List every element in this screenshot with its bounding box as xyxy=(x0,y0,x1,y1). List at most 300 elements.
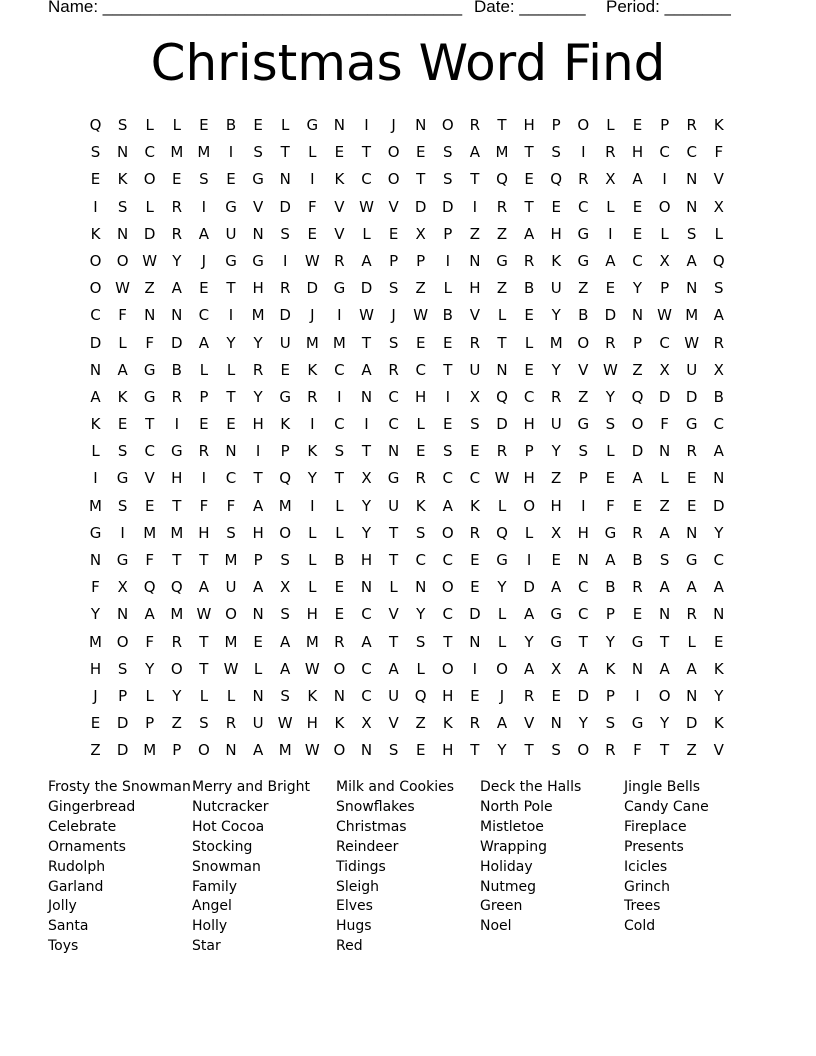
grid-letter[interactable]: Y xyxy=(578,714,588,733)
grid-letter[interactable]: K xyxy=(442,714,453,733)
grid-letter[interactable]: T xyxy=(334,469,344,488)
grid-letter[interactable]: Q xyxy=(496,523,508,542)
grid-letter[interactable]: G xyxy=(116,551,129,569)
grid-letter[interactable]: W xyxy=(304,659,320,678)
grid-letter[interactable]: N xyxy=(415,116,427,134)
grid-letter[interactable]: L xyxy=(335,523,344,542)
grid-letter[interactable]: V xyxy=(523,714,535,733)
grid-letter[interactable]: S xyxy=(280,551,290,569)
grid-letter[interactable]: I xyxy=(445,387,451,406)
grid-letter[interactable]: L xyxy=(145,197,154,216)
grid-letter[interactable]: C xyxy=(361,170,372,189)
grid-letter[interactable]: I xyxy=(337,387,342,406)
grid-letter[interactable]: M xyxy=(224,632,238,651)
grid-letter[interactable]: T xyxy=(524,741,534,760)
grid-letter[interactable]: O xyxy=(658,197,671,216)
grid-letter[interactable]: P xyxy=(524,442,534,461)
grid-letter[interactable]: Y xyxy=(605,632,615,651)
grid-letter[interactable]: L xyxy=(714,224,723,243)
grid-letter[interactable]: G xyxy=(631,632,644,651)
grid-letter[interactable]: R xyxy=(469,116,481,134)
grid-letter[interactable]: E xyxy=(253,632,263,651)
grid-letter[interactable]: C xyxy=(632,251,643,270)
grid-letter[interactable]: O xyxy=(279,523,292,542)
grid-letter[interactable]: E xyxy=(605,469,616,488)
grid-letter[interactable]: H xyxy=(252,523,264,542)
grid-letter[interactable]: M xyxy=(305,333,319,352)
grid-letter[interactable]: P xyxy=(416,251,426,270)
grid-letter[interactable]: S xyxy=(605,415,616,434)
grid-letter[interactable]: B xyxy=(713,387,724,406)
grid-letter[interactable]: S xyxy=(117,496,128,515)
grid-letter[interactable]: T xyxy=(416,170,426,189)
grid-letter[interactable]: J xyxy=(310,306,315,325)
grid-letter[interactable]: L xyxy=(145,686,154,705)
grid-letter[interactable]: Z xyxy=(469,224,481,243)
grid-letter[interactable]: I xyxy=(364,415,369,434)
grid-letter[interactable]: P xyxy=(118,686,128,705)
grid-letter[interactable]: E xyxy=(551,551,561,569)
grid-letter[interactable]: L xyxy=(497,605,507,624)
grid-letter[interactable]: N xyxy=(144,306,156,325)
grid-letter[interactable]: B xyxy=(605,578,616,597)
grid-letter[interactable]: N xyxy=(658,605,671,624)
grid-letter[interactable]: E xyxy=(253,116,263,134)
grid-letter[interactable]: D xyxy=(306,279,319,298)
grid-letter[interactable]: T xyxy=(253,469,263,488)
grid-letter[interactable]: L xyxy=(389,578,398,597)
grid-letter[interactable]: G xyxy=(685,415,698,434)
grid-letter[interactable]: W xyxy=(304,741,320,760)
grid-letter[interactable]: T xyxy=(199,551,209,569)
grid-letter[interactable]: I xyxy=(282,251,288,270)
grid-letter[interactable]: O xyxy=(89,251,102,270)
grid-letter[interactable]: R xyxy=(388,360,399,379)
grid-letter[interactable]: R xyxy=(578,170,589,189)
grid-letter[interactable]: L xyxy=(308,143,317,162)
grid-letter[interactable]: E xyxy=(524,170,534,189)
grid-letter[interactable]: Y xyxy=(361,523,372,542)
grid-letter[interactable]: C xyxy=(334,360,345,379)
grid-letter[interactable]: N xyxy=(686,523,698,542)
grid-letter[interactable]: R xyxy=(252,360,264,379)
grid-letter[interactable]: G xyxy=(116,469,129,488)
grid-letter[interactable]: G xyxy=(496,551,508,569)
grid-letter[interactable]: E xyxy=(415,143,426,162)
grid-letter[interactable]: T xyxy=(443,360,453,379)
grid-letter[interactable]: W xyxy=(277,714,293,733)
grid-letter[interactable]: A xyxy=(523,605,535,624)
grid-letter[interactable]: I xyxy=(93,469,98,488)
grid-letter[interactable]: S xyxy=(686,224,697,243)
grid-letter[interactable]: L xyxy=(226,360,236,379)
grid-letter[interactable]: X xyxy=(415,224,426,243)
grid-letter[interactable]: Q xyxy=(496,387,508,406)
grid-letter[interactable]: E xyxy=(334,605,345,624)
grid-letter[interactable]: I xyxy=(662,170,667,189)
grid-letter[interactable]: R xyxy=(307,387,318,406)
grid-letter[interactable]: S xyxy=(226,523,236,542)
grid-letter[interactable]: L xyxy=(199,686,209,705)
grid-letter[interactable]: M xyxy=(170,143,184,162)
grid-letter[interactable]: K xyxy=(117,387,128,406)
grid-letter[interactable]: U xyxy=(225,224,237,243)
grid-letter[interactable]: O xyxy=(496,659,508,678)
grid-letter[interactable]: S xyxy=(551,143,561,162)
grid-letter[interactable]: C xyxy=(415,551,426,569)
grid-letter[interactable]: T xyxy=(660,632,670,651)
grid-letter[interactable]: L xyxy=(606,442,615,461)
grid-letter[interactable]: J xyxy=(499,686,505,705)
grid-letter[interactable]: V xyxy=(334,197,345,216)
grid-letter[interactable]: M xyxy=(278,741,292,760)
grid-letter[interactable]: O xyxy=(333,659,346,678)
grid-letter[interactable]: T xyxy=(497,333,507,352)
grid-letter[interactable]: I xyxy=(364,116,369,134)
grid-letter[interactable]: D xyxy=(171,333,183,352)
grid-letter[interactable]: G xyxy=(685,551,698,569)
grid-letter[interactable]: E xyxy=(632,197,643,216)
grid-letter[interactable]: W xyxy=(657,306,673,325)
grid-letter[interactable]: L xyxy=(172,116,181,134)
grid-letter[interactable]: H xyxy=(577,523,589,542)
grid-letter[interactable]: D xyxy=(631,442,644,461)
name-field[interactable]: Name: ______________________________________ xyxy=(48,0,463,16)
grid-letter[interactable]: A xyxy=(659,659,670,678)
grid-letter[interactable]: R xyxy=(198,442,210,461)
grid-letter[interactable]: S xyxy=(551,741,561,760)
grid-letter[interactable]: R xyxy=(279,279,291,298)
grid-letter[interactable]: Y xyxy=(226,333,236,352)
grid-letter[interactable]: E xyxy=(415,442,426,461)
grid-letter[interactable]: P xyxy=(199,387,209,406)
grid-letter[interactable]: A xyxy=(523,224,535,243)
grid-letter[interactable]: O xyxy=(387,170,400,189)
grid-letter[interactable]: H xyxy=(442,686,454,705)
grid-letter[interactable]: D xyxy=(496,415,508,434)
grid-letter[interactable]: J xyxy=(391,116,396,134)
grid-letter[interactable]: C xyxy=(225,469,237,488)
grid-letter[interactable]: H xyxy=(306,714,318,733)
grid-letter[interactable]: W xyxy=(413,306,429,325)
grid-letter[interactable]: K xyxy=(713,659,724,678)
grid-letter[interactable]: O xyxy=(441,523,454,542)
grid-letter[interactable]: E xyxy=(686,469,697,488)
grid-letter[interactable]: V xyxy=(578,360,589,379)
grid-letter[interactable]: V xyxy=(469,306,481,325)
grid-letter[interactable]: G xyxy=(306,116,319,134)
grid-letter[interactable]: D xyxy=(116,714,129,733)
grid-letter[interactable]: E xyxy=(632,605,643,624)
grid-letter[interactable]: R xyxy=(171,224,183,243)
grid-letter[interactable]: O xyxy=(225,605,237,624)
grid-letter[interactable]: C xyxy=(144,442,155,461)
grid-letter[interactable]: C xyxy=(90,306,101,325)
grid-letter[interactable]: S xyxy=(199,170,209,189)
grid-letter[interactable]: I xyxy=(472,197,478,216)
grid-letter[interactable]: B xyxy=(171,360,182,379)
grid-letter[interactable]: E xyxy=(470,578,480,597)
grid-letter[interactable]: N xyxy=(631,659,644,678)
grid-letter[interactable]: E xyxy=(226,415,236,434)
grid-letter[interactable]: U xyxy=(686,360,698,379)
grid-letter[interactable]: A xyxy=(713,442,724,461)
grid-letter[interactable]: S xyxy=(470,415,480,434)
grid-letter[interactable]: E xyxy=(90,714,101,733)
grid-letter[interactable]: C xyxy=(361,686,372,705)
grid-letter[interactable]: P xyxy=(280,442,290,461)
grid-letter[interactable]: L xyxy=(308,551,317,569)
grid-letter[interactable]: R xyxy=(523,686,535,705)
grid-letter[interactable]: Z xyxy=(415,279,426,298)
grid-letter[interactable]: C xyxy=(713,551,725,569)
grid-letter[interactable]: A xyxy=(469,143,481,162)
grid-letter[interactable]: C xyxy=(442,605,454,624)
grid-letter[interactable]: V xyxy=(388,605,399,624)
grid-letter[interactable]: G xyxy=(252,251,264,270)
grid-letter[interactable]: K xyxy=(334,170,345,189)
grid-letter[interactable]: E xyxy=(199,116,209,134)
grid-letter[interactable]: Y xyxy=(714,523,724,542)
grid-letter[interactable]: Z xyxy=(90,741,101,760)
grid-letter[interactable]: E xyxy=(415,741,426,760)
grid-letter[interactable]: D xyxy=(577,686,590,705)
grid-letter[interactable]: H xyxy=(415,387,427,406)
grid-letter[interactable]: S xyxy=(253,143,263,162)
grid-letter[interactable]: E xyxy=(334,578,345,597)
grid-letter[interactable]: R xyxy=(225,714,237,733)
grid-letter[interactable]: I xyxy=(337,306,342,325)
grid-letter[interactable]: H xyxy=(631,143,644,162)
grid-letter[interactable]: T xyxy=(199,632,209,651)
grid-letter[interactable]: W xyxy=(494,469,510,488)
grid-letter[interactable]: R xyxy=(469,714,481,733)
grid-letter[interactable]: O xyxy=(523,496,535,515)
grid-letter[interactable]: S xyxy=(117,659,128,678)
grid-letter[interactable]: E xyxy=(524,306,534,325)
grid-letter[interactable]: T xyxy=(660,741,670,760)
grid-letter[interactable]: A xyxy=(523,659,535,678)
grid-letter[interactable]: H xyxy=(306,605,318,624)
grid-letter[interactable]: T xyxy=(145,415,155,434)
grid-letter[interactable]: D xyxy=(360,279,373,298)
grid-letter[interactable]: R xyxy=(523,251,535,270)
grid-letter[interactable]: H xyxy=(550,496,562,515)
grid-letter[interactable]: T xyxy=(443,632,453,651)
grid-letter[interactable]: X xyxy=(713,360,724,379)
grid-letter[interactable]: R xyxy=(686,605,697,624)
grid-letter[interactable]: N xyxy=(89,551,102,569)
grid-letter[interactable]: N xyxy=(279,170,291,189)
grid-letter[interactable]: Z xyxy=(171,714,182,733)
grid-letter[interactable]: V xyxy=(388,197,399,216)
grid-letter[interactable]: F xyxy=(145,333,154,352)
grid-letter[interactable]: G xyxy=(577,251,590,270)
grid-letter[interactable]: L xyxy=(497,496,507,515)
grid-letter[interactable]: L xyxy=(281,116,290,134)
grid-letter[interactable]: T xyxy=(389,523,399,542)
grid-letter[interactable]: S xyxy=(280,605,290,624)
grid-letter[interactable]: L xyxy=(308,523,317,542)
grid-letter[interactable]: D xyxy=(469,605,481,624)
grid-letter[interactable]: W xyxy=(684,333,700,352)
grid-letter[interactable]: G xyxy=(577,224,590,243)
grid-letter[interactable]: W xyxy=(196,605,212,624)
grid-letter[interactable]: X xyxy=(659,251,670,270)
grid-letter[interactable]: I xyxy=(310,496,315,515)
grid-letter[interactable]: E xyxy=(334,143,345,162)
grid-letter[interactable]: N xyxy=(89,360,102,379)
grid-letter[interactable]: Z xyxy=(659,496,670,515)
grid-letter[interactable]: E xyxy=(307,224,318,243)
grid-letter[interactable]: Y xyxy=(172,251,182,270)
grid-letter[interactable]: C xyxy=(388,387,399,406)
grid-letter[interactable]: A xyxy=(632,170,643,189)
grid-letter[interactable]: F xyxy=(145,551,154,569)
grid-letter[interactable]: D xyxy=(685,714,698,733)
grid-letter[interactable]: A xyxy=(280,632,291,651)
grid-letter[interactable]: O xyxy=(441,578,454,597)
grid-letter[interactable]: N xyxy=(469,632,481,651)
grid-letter[interactable]: R xyxy=(469,333,481,352)
grid-letter[interactable]: F xyxy=(91,578,100,597)
grid-letter[interactable]: O xyxy=(577,333,590,352)
grid-letter[interactable]: N xyxy=(116,143,129,162)
grid-letter[interactable]: L xyxy=(416,659,425,678)
grid-letter[interactable]: V xyxy=(252,197,264,216)
grid-letter[interactable]: R xyxy=(469,523,481,542)
grid-letter[interactable]: L xyxy=(308,578,317,597)
grid-letter[interactable]: A xyxy=(551,578,562,597)
grid-letter[interactable]: A xyxy=(686,578,697,597)
grid-letter[interactable]: L xyxy=(199,360,209,379)
grid-letter[interactable]: Z xyxy=(578,387,589,406)
grid-letter[interactable]: N xyxy=(225,741,237,760)
grid-letter[interactable]: L xyxy=(524,523,534,542)
grid-letter[interactable]: F xyxy=(226,496,236,515)
grid-letter[interactable]: P xyxy=(632,333,643,352)
grid-letter[interactable]: L xyxy=(253,659,263,678)
grid-letter[interactable]: O xyxy=(197,741,210,760)
grid-letter[interactable]: E xyxy=(632,116,643,134)
grid-letter[interactable]: M xyxy=(685,306,699,325)
grid-letter[interactable]: S xyxy=(388,741,399,760)
grid-letter[interactable]: L xyxy=(335,496,344,515)
grid-letter[interactable]: E xyxy=(551,197,561,216)
grid-letter[interactable]: A xyxy=(171,279,182,298)
grid-letter[interactable]: T xyxy=(226,387,236,406)
grid-letter[interactable]: N xyxy=(686,279,698,298)
grid-letter[interactable]: B xyxy=(523,279,535,298)
grid-letter[interactable]: I xyxy=(201,197,207,216)
grid-letter[interactable]: M xyxy=(278,496,292,515)
grid-letter[interactable]: G xyxy=(170,442,183,461)
grid-letter[interactable]: S xyxy=(415,632,426,651)
grid-letter[interactable]: C xyxy=(388,415,399,434)
grid-letter[interactable]: A xyxy=(198,333,210,352)
grid-letter[interactable]: M xyxy=(143,741,157,760)
grid-letter[interactable]: R xyxy=(632,523,643,542)
grid-letter[interactable]: S xyxy=(659,551,670,569)
grid-letter[interactable]: N xyxy=(469,251,481,270)
grid-letter[interactable]: O xyxy=(658,686,671,705)
grid-letter[interactable]: W xyxy=(602,360,618,379)
grid-letter[interactable]: Q xyxy=(631,387,644,406)
grid-letter[interactable]: E xyxy=(199,279,209,298)
grid-letter[interactable]: Q xyxy=(712,251,725,270)
grid-letter[interactable]: O xyxy=(333,741,346,760)
grid-letter[interactable]: N xyxy=(360,741,373,760)
grid-letter[interactable]: R xyxy=(713,333,725,352)
grid-letter[interactable]: H xyxy=(252,415,264,434)
grid-letter[interactable]: L xyxy=(145,116,154,134)
grid-letter[interactable]: A xyxy=(198,224,210,243)
grid-letter[interactable]: N xyxy=(713,605,725,624)
date-field[interactable]: Date: _______ xyxy=(474,0,586,16)
grid-letter[interactable]: G xyxy=(550,605,562,624)
grid-letter[interactable]: G xyxy=(550,632,562,651)
grid-letter[interactable]: L xyxy=(443,279,452,298)
grid-letter[interactable]: Y xyxy=(172,686,182,705)
grid-letter[interactable]: A xyxy=(388,659,399,678)
grid-letter[interactable]: U xyxy=(469,360,481,379)
grid-letter[interactable]: T xyxy=(172,551,182,569)
grid-letter[interactable]: V xyxy=(388,714,399,733)
grid-letter[interactable]: P xyxy=(605,605,615,624)
grid-letter[interactable]: S xyxy=(280,686,290,705)
grid-letter[interactable]: R xyxy=(171,632,183,651)
grid-letter[interactable]: Q xyxy=(143,578,156,597)
grid-letter[interactable]: M xyxy=(89,632,102,651)
grid-letter[interactable]: T xyxy=(389,551,399,569)
grid-letter[interactable]: C xyxy=(713,415,725,434)
grid-letter[interactable]: U xyxy=(279,333,291,352)
grid-letter[interactable]: I xyxy=(526,551,532,569)
period-field[interactable]: Period: _______ xyxy=(606,0,731,16)
grid-letter[interactable]: I xyxy=(581,143,586,162)
grid-letter[interactable]: Y xyxy=(551,360,561,379)
grid-letter[interactable]: R xyxy=(605,143,616,162)
grid-letter[interactable]: E xyxy=(470,442,480,461)
grid-letter[interactable]: D xyxy=(442,197,454,216)
grid-letter[interactable]: R xyxy=(496,442,508,461)
grid-letter[interactable]: O xyxy=(577,116,590,134)
grid-letter[interactable]: I xyxy=(310,415,315,434)
grid-letter[interactable]: T xyxy=(497,116,507,134)
grid-letter[interactable]: S xyxy=(605,714,616,733)
grid-letter[interactable]: T xyxy=(361,442,372,461)
grid-letter[interactable]: D xyxy=(523,578,535,597)
grid-letter[interactable]: Y xyxy=(605,387,615,406)
grid-letter[interactable]: I xyxy=(310,170,315,189)
grid-letter[interactable]: H xyxy=(523,469,535,488)
grid-letter[interactable]: E xyxy=(172,170,182,189)
grid-letter[interactable]: O xyxy=(116,632,129,651)
grid-letter[interactable]: U xyxy=(388,686,400,705)
grid-letter[interactable]: O xyxy=(170,659,183,678)
grid-letter[interactable]: R xyxy=(550,387,562,406)
grid-letter[interactable]: M xyxy=(170,523,184,542)
grid-letter[interactable]: M xyxy=(224,551,238,569)
grid-letter[interactable]: X xyxy=(551,523,562,542)
grid-letter[interactable]: C xyxy=(361,605,372,624)
grid-letter[interactable]: E xyxy=(144,496,155,515)
grid-letter[interactable]: A xyxy=(280,659,291,678)
grid-letter[interactable]: M xyxy=(332,333,346,352)
grid-letter[interactable]: I xyxy=(635,686,640,705)
grid-letter[interactable]: I xyxy=(93,197,98,216)
grid-letter[interactable]: K xyxy=(334,714,345,733)
